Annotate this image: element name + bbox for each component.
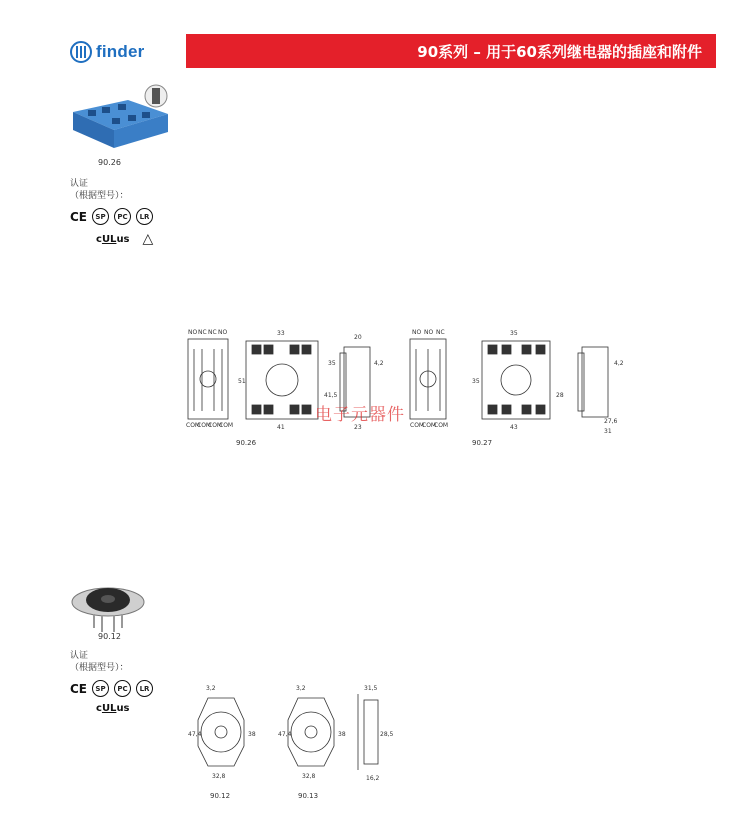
cul-us-mark-icon: cULus <box>96 233 130 245</box>
cert-label <box>70 178 129 202</box>
dimension-label: 47,4 <box>278 731 292 738</box>
dimension-label: 31,5 <box>364 685 378 692</box>
cert-marks <box>70 680 180 714</box>
terminal-label: NC <box>198 329 207 336</box>
dimension-label: 38 <box>248 731 256 738</box>
drawing-caption: 90.26 <box>236 439 257 447</box>
cert-label-line: （根据型号）： <box>70 191 129 201</box>
terminal-label: NO <box>218 329 228 336</box>
flange-socket-image <box>68 580 148 636</box>
terminal-label: COM <box>197 422 212 429</box>
csa-mark-icon: SP <box>92 208 109 225</box>
dimension-label: 28 <box>556 392 564 399</box>
terminal-label: NO <box>424 329 434 336</box>
dimension-label: 47,4 <box>188 731 202 738</box>
csa-mark-icon: SP <box>92 680 109 697</box>
side-view-9012 <box>358 694 378 770</box>
dimension-label: 35 <box>328 360 336 367</box>
dimension-label: 35 <box>510 330 518 337</box>
dimension-label: 31 <box>604 428 612 435</box>
page-title: 90系列 – 用于60系列继电器的插座和附件 <box>417 43 702 61</box>
dimension-label: 4,2 <box>374 360 384 367</box>
finder-logo-icon <box>70 41 92 63</box>
ce-mark-icon: CE <box>70 209 88 224</box>
dimension-label: 33 <box>277 330 285 337</box>
dimension-label: 27,6 <box>604 418 618 425</box>
pc-mark-icon: PC <box>114 208 131 225</box>
dimension-label: 51 <box>238 378 246 385</box>
pc-mark-icon: PC <box>114 680 131 697</box>
wiring-diagram-9027 <box>410 339 446 419</box>
lloyds-mark-icon: LR <box>136 680 153 697</box>
watermark-text: 电子元器件 <box>315 405 405 425</box>
side-view-9027 <box>578 347 608 417</box>
cert-label-line: 认证 <box>70 179 89 189</box>
socket-product-image <box>68 82 178 154</box>
dimension-label: 3,2 <box>206 685 216 692</box>
terminal-label: COM <box>219 422 234 429</box>
lloyds-mark-icon: LR <box>136 208 153 225</box>
wiring-diagram-9026 <box>188 339 228 419</box>
dimension-label: 28,5 <box>380 731 394 738</box>
ce-mark-icon: CE <box>70 681 88 696</box>
dimension-drawings-2 <box>186 680 406 804</box>
cert-label-line: 认证 <box>70 651 89 661</box>
flange-view-9013 <box>288 698 334 766</box>
vde-mark-icon: △ <box>142 231 154 247</box>
product-label: 90.12 <box>98 632 121 641</box>
terminal-label: COM <box>410 422 425 429</box>
terminal-label: NO <box>188 329 198 336</box>
dimension-label: 3,2 <box>296 685 306 692</box>
dimension-label: 20 <box>354 334 362 341</box>
terminal-label: COM <box>186 422 201 429</box>
dimension-label: 35 <box>472 378 480 385</box>
dimension-drawings-1 <box>184 325 684 450</box>
cert-marks <box>70 208 180 247</box>
terminal-label: COM <box>434 422 449 429</box>
flange-view-9012 <box>198 698 244 766</box>
dimension-label: 23 <box>354 424 362 431</box>
dimension-label: 41 <box>277 424 285 431</box>
dimension-label: 32,8 <box>302 773 316 780</box>
terminal-label: COM <box>422 422 437 429</box>
dimension-label: 4,2 <box>614 360 624 367</box>
drawing-caption: 90.13 <box>298 792 319 800</box>
dimension-label: 41,5 <box>324 392 338 399</box>
dimension-label: 16,2 <box>366 775 380 782</box>
product-label: 90.26 <box>98 158 121 167</box>
terminal-label: NO <box>412 329 422 336</box>
dimension-label: 43 <box>510 424 518 431</box>
top-view-9026 <box>246 341 318 419</box>
cul-us-mark-icon: cULus <box>96 703 130 714</box>
terminal-label: NC <box>208 329 217 336</box>
dimension-label: 32,8 <box>212 773 226 780</box>
drawing-caption: 90.27 <box>472 439 493 447</box>
finder-logo <box>70 40 144 64</box>
top-view-9027 <box>482 341 550 419</box>
terminal-label: COM <box>208 422 223 429</box>
terminal-label: NC <box>436 329 445 336</box>
title-banner <box>186 34 716 68</box>
logo-text: finder <box>96 42 145 61</box>
drawing-caption: 90.12 <box>210 792 231 800</box>
cert-label-line: （根据型号）： <box>70 663 129 673</box>
dimension-label: 38 <box>338 731 346 738</box>
cert-label <box>70 650 129 674</box>
